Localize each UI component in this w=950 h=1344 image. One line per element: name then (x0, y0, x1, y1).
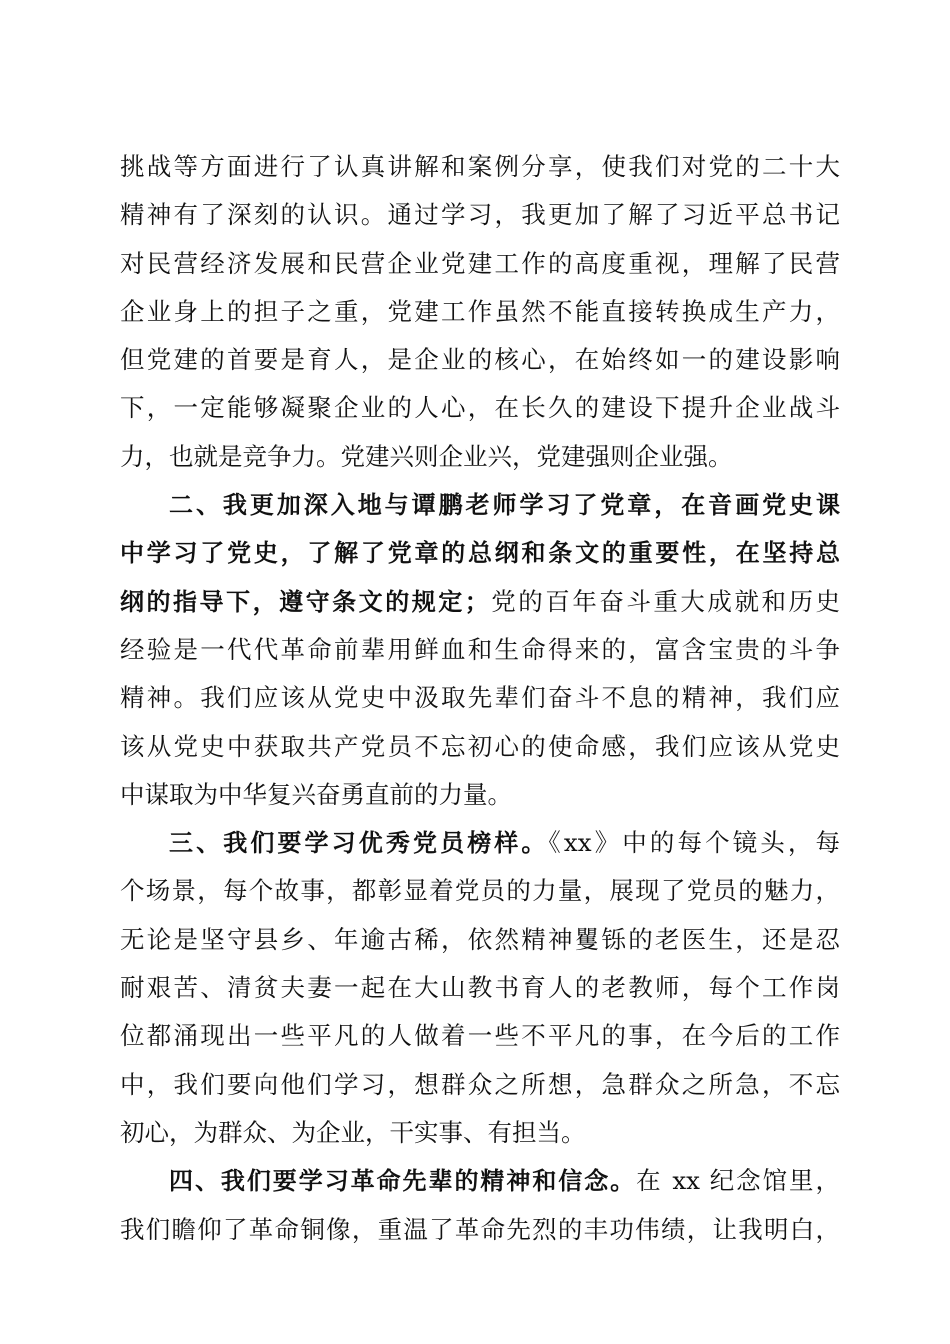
text-segment: 但党建的首要是育人，是企业的核心，在始终如一的建设影响 (120, 345, 840, 375)
text-line (120, 1012, 840, 1060)
text-segment: 企业身上的担子之重，党建工作虽然不能直接转换成生产力， (120, 296, 840, 326)
section-heading-3: 三、我们要学习优秀党员榜样。 (169, 829, 549, 858)
text-segment: 中，我们要向他们学习，想群众之所想，急群众之所急，不忘 (120, 1069, 840, 1099)
section-heading-2: 二、我更加深入地与谭鹏老师学习了党章，在音画党史课 (169, 491, 840, 520)
text-segment: 精神。我们应该从党史中汲取先辈们奋斗不息的精神，我们应 (120, 683, 840, 713)
text-segment: 我们瞻仰了革命铜像，重温了革命先烈的丰功伟绩，让我明白， (120, 1214, 840, 1244)
text-line (120, 1109, 840, 1157)
text-segment: 该从党史中获取共产党员不忘初心的使命感，我们应该从党史 (120, 731, 840, 761)
section-heading-line (120, 1157, 840, 1205)
text-line (120, 771, 840, 819)
text-segment: 力，也就是竞争力。党建兴则企业兴，党建强则企业强。 (120, 441, 733, 471)
text-line (120, 1206, 840, 1254)
text-line (120, 336, 840, 384)
text-line (120, 240, 840, 288)
text-line (120, 143, 840, 191)
text-line (120, 964, 840, 1012)
bold-text-segment: 纲的指导下，遵守条文的规定； (120, 587, 489, 616)
text-segment: 耐艰苦、清贫夫妻一起在大山教书育人的老教师，每个工作岗 (120, 973, 840, 1003)
text-line (120, 384, 840, 432)
text-segment: 无论是坚守县乡、年逾古稀，依然精神矍铄的老医生，还是忍 (120, 924, 840, 954)
text-line (120, 626, 840, 674)
text-line (120, 916, 840, 964)
text-segment: 下，一定能够凝聚企业的人心，在长久的建设下提升企业战斗 (120, 393, 840, 423)
text-line (120, 867, 840, 915)
document-body (120, 143, 840, 1254)
text-line (120, 578, 840, 626)
text-segment: 精神有了深刻的认识。通过学习，我更加了解了习近平总书记 (120, 200, 840, 230)
text-line (120, 288, 840, 336)
text-line (120, 723, 840, 771)
text-line (120, 529, 840, 577)
text-segment: 《xx》中的每个镜头，每 (548, 828, 840, 858)
text-segment: 位都涌现出一些平凡的人做着一些不平凡的事，在今后的工作 (120, 1021, 840, 1051)
text-segment: 挑战等方面进行了认真讲解和案例分享，使我们对党的二十大 (120, 152, 840, 181)
text-segment: 经验是一代代革命前辈用鲜血和生命得来的，富含宝贵的斗争 (120, 634, 840, 664)
text-segment: 初心，为群众、为企业，干实事、有担当。 (120, 1117, 586, 1147)
section-heading-4: 四、我们要学习革命先辈的精神和信念。 (169, 1167, 637, 1196)
text-line (120, 191, 840, 239)
text-line (120, 433, 840, 481)
section-heading-line (120, 819, 840, 867)
text-segment: 个场景，每个故事，都彰显着党员的力量，展现了党员的魅力， (120, 876, 840, 906)
text-line (120, 674, 840, 722)
text-segment: 中谋取为中华复兴奋勇直前的力量。 (120, 779, 512, 809)
text-segment: 党的百年奋斗重大成就和历史 (488, 586, 840, 616)
section-heading-line (120, 481, 840, 529)
bold-text-segment: 中学习了党史，了解了党章的总纲和条文的重要性，在坚持总 (120, 539, 840, 568)
text-segment: 在 xx 纪念馆里， (636, 1166, 840, 1196)
text-segment: 对民营经济发展和民营企业党建工作的高度重视，理解了民营 (120, 248, 840, 278)
text-line (120, 1061, 840, 1109)
